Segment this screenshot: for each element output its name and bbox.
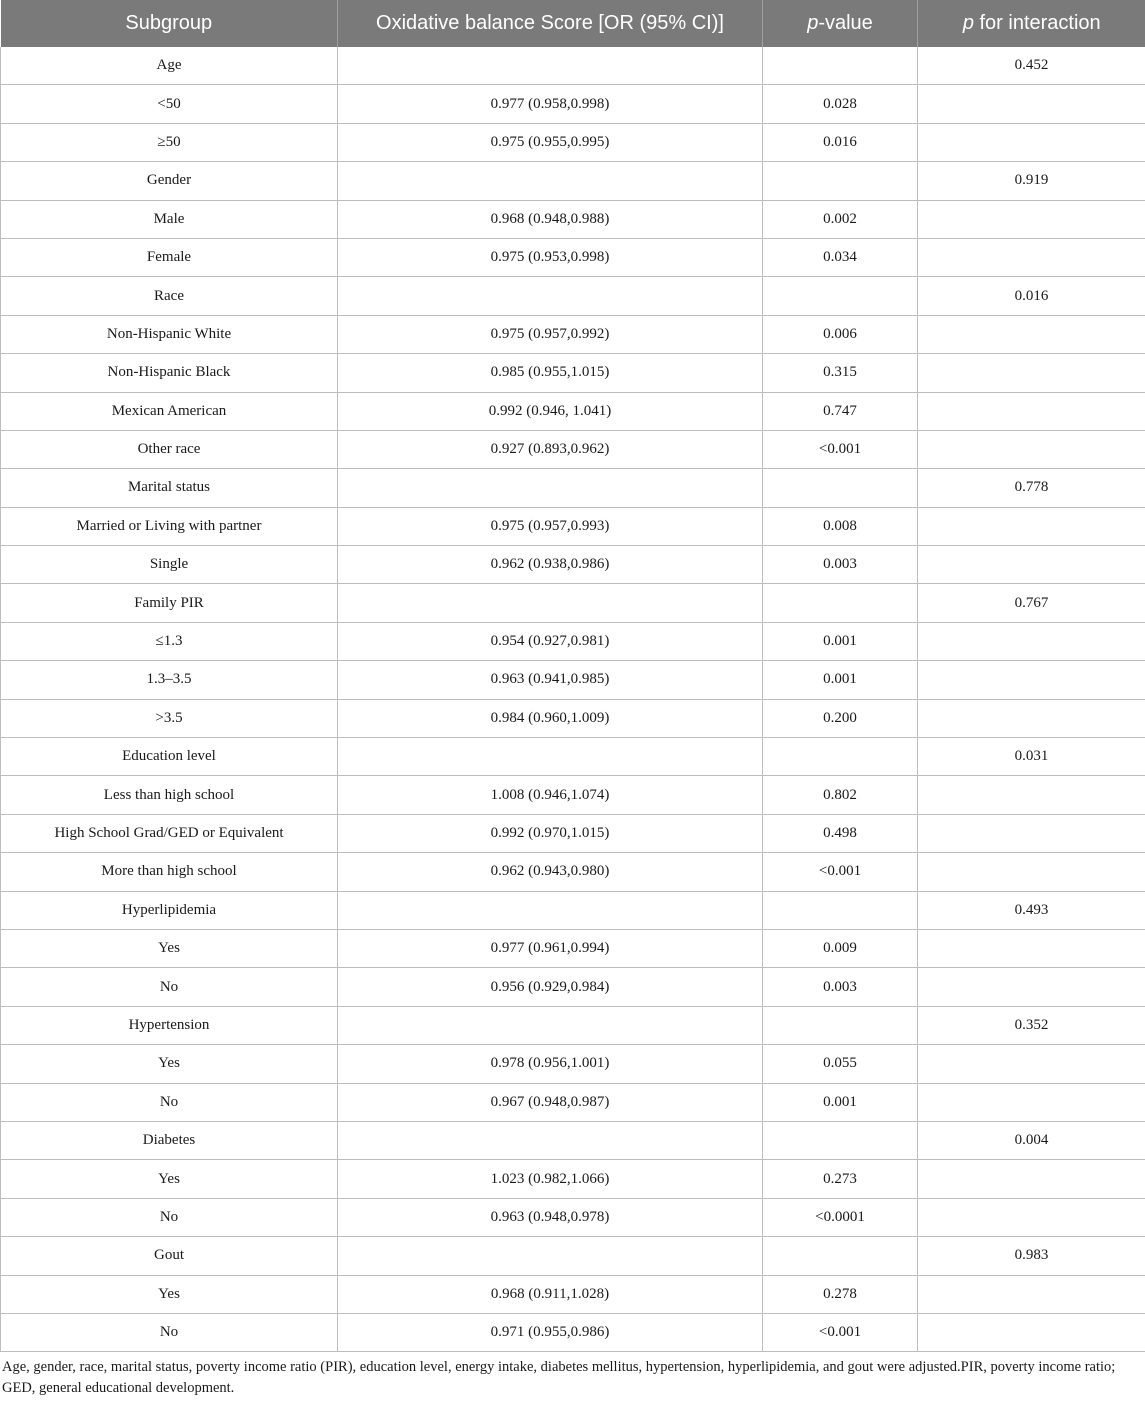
cell-subgroup: Less than high school: [1, 776, 338, 814]
cell-p-value: 0.009: [763, 929, 918, 967]
table-row: [1, 546, 1145, 584]
cell-subgroup: Single: [1, 546, 338, 584]
cell-or-ci: 0.968 (0.948,0.988): [338, 200, 763, 238]
cell-or-ci: [338, 162, 763, 200]
header-p-value-italic: p: [807, 12, 819, 34]
cell-p-interaction: 0.016: [918, 277, 1145, 315]
cell-p-value: [763, 162, 918, 200]
cell-subgroup: Marital status: [1, 469, 338, 507]
cell-or-ci: [338, 1121, 763, 1159]
cell-p-interaction: [918, 123, 1145, 161]
cell-p-value: [763, 1237, 918, 1275]
cell-p-interaction: 0.983: [918, 1237, 1145, 1275]
table-row: [1, 929, 1145, 967]
cell-subgroup: Hyperlipidemia: [1, 891, 338, 929]
cell-or-ci: 0.963 (0.948,0.978): [338, 1198, 763, 1236]
cell-p-interaction: [918, 1045, 1145, 1083]
cell-or-ci: 0.963 (0.941,0.985): [338, 661, 763, 699]
cell-p-interaction: 0.919: [918, 162, 1145, 200]
table-footnote: Age, gender, race, marital status, poverty income ratio (PIR), education level, energy intake, diabetes mellitus, hypertension, hyperlipidemia, and gout were adjusted.PIR, poverty income ratio; GED, general educational development.: [2, 1359, 1116, 1396]
cell-p-value: [763, 1006, 918, 1044]
cell-p-interaction: [918, 315, 1145, 353]
cell-p-interaction: [918, 814, 1145, 852]
cell-or-ci: [338, 277, 763, 315]
cell-p-value: [763, 47, 918, 85]
cell-subgroup: No: [1, 1198, 338, 1236]
cell-p-value: 0.001: [763, 622, 918, 660]
cell-or-ci: [338, 738, 763, 776]
cell-p-interaction: [918, 929, 1145, 967]
table-body: [1, 47, 1145, 1352]
header-p-interaction-rest: for interaction: [973, 12, 1101, 34]
cell-p-value: 0.016: [763, 123, 918, 161]
cell-p-value: 0.001: [763, 661, 918, 699]
cell-p-interaction: 0.493: [918, 891, 1145, 929]
table-row: [1, 47, 1145, 85]
cell-p-value: [763, 738, 918, 776]
table-row: [1, 507, 1145, 545]
cell-or-ci: 0.927 (0.893,0.962): [338, 430, 763, 468]
cell-subgroup: Married or Living with partner: [1, 507, 338, 545]
cell-or-ci: 0.971 (0.955,0.986): [338, 1313, 763, 1351]
cell-p-interaction: 0.452: [918, 47, 1145, 85]
table-header: [1, 0, 1145, 47]
cell-p-interaction: [918, 354, 1145, 392]
cell-p-interaction: 0.031: [918, 738, 1145, 776]
header-p-value: [763, 0, 918, 47]
cell-subgroup: Non-Hispanic Black: [1, 354, 338, 392]
cell-subgroup: Non-Hispanic White: [1, 315, 338, 353]
cell-subgroup: >3.5: [1, 699, 338, 737]
cell-p-interaction: [918, 546, 1145, 584]
table-row: [1, 277, 1145, 315]
cell-p-value: 0.200: [763, 699, 918, 737]
cell-subgroup: Family PIR: [1, 584, 338, 622]
cell-subgroup: Race: [1, 277, 338, 315]
cell-subgroup: Yes: [1, 1160, 338, 1198]
cell-subgroup: Hypertension: [1, 1006, 338, 1044]
cell-or-ci: 0.975 (0.957,0.993): [338, 507, 763, 545]
cell-p-value: [763, 1121, 918, 1159]
table-row: [1, 891, 1145, 929]
cell-subgroup: Diabetes: [1, 1121, 338, 1159]
table-row: [1, 776, 1145, 814]
header-row: [1, 0, 1145, 47]
cell-p-value: 0.003: [763, 968, 918, 1006]
table-row: [1, 699, 1145, 737]
table-row: [1, 1083, 1145, 1121]
cell-or-ci: 0.975 (0.953,0.998): [338, 238, 763, 276]
cell-or-ci: [338, 584, 763, 622]
cell-p-interaction: 0.004: [918, 1121, 1145, 1159]
cell-p-interaction: [918, 1160, 1145, 1198]
cell-p-interaction: [918, 968, 1145, 1006]
cell-subgroup: No: [1, 1083, 338, 1121]
cell-p-interaction: [918, 853, 1145, 891]
cell-subgroup: No: [1, 968, 338, 1006]
cell-or-ci: 1.023 (0.982,1.066): [338, 1160, 763, 1198]
cell-p-interaction: [918, 1275, 1145, 1313]
cell-p-value: <0.001: [763, 430, 918, 468]
cell-p-value: [763, 277, 918, 315]
table-row: [1, 315, 1145, 353]
cell-subgroup: Yes: [1, 1045, 338, 1083]
cell-subgroup: ≥50: [1, 123, 338, 161]
cell-or-ci: 0.962 (0.938,0.986): [338, 546, 763, 584]
cell-subgroup: Education level: [1, 738, 338, 776]
cell-p-interaction: 0.778: [918, 469, 1145, 507]
table-row: [1, 1160, 1145, 1198]
cell-p-interaction: [918, 392, 1145, 430]
table-row: [1, 85, 1145, 123]
cell-or-ci: [338, 469, 763, 507]
table-row: [1, 1237, 1145, 1275]
cell-p-value: [763, 891, 918, 929]
cell-p-interaction: [918, 1083, 1145, 1121]
cell-p-interaction: [918, 661, 1145, 699]
cell-subgroup: Mexican American: [1, 392, 338, 430]
cell-p-value: 0.008: [763, 507, 918, 545]
cell-p-value: 0.003: [763, 546, 918, 584]
table-row: [1, 238, 1145, 276]
cell-p-interaction: [918, 507, 1145, 545]
cell-p-interaction: [918, 85, 1145, 123]
cell-p-interaction: [918, 622, 1145, 660]
cell-p-value: 0.278: [763, 1275, 918, 1313]
table-row: [1, 354, 1145, 392]
cell-or-ci: 0.975 (0.957,0.992): [338, 315, 763, 353]
cell-subgroup: Gout: [1, 1237, 338, 1275]
cell-or-ci: 0.967 (0.948,0.987): [338, 1083, 763, 1121]
cell-subgroup: <50: [1, 85, 338, 123]
cell-subgroup: Yes: [1, 929, 338, 967]
cell-subgroup: No: [1, 1313, 338, 1351]
cell-p-value: 0.315: [763, 354, 918, 392]
cell-p-value: <0.001: [763, 853, 918, 891]
cell-p-interaction: [918, 776, 1145, 814]
cell-or-ci: 0.992 (0.970,1.015): [338, 814, 763, 852]
table-row: [1, 814, 1145, 852]
cell-or-ci: 0.962 (0.943,0.980): [338, 853, 763, 891]
cell-p-value: [763, 469, 918, 507]
table-row: [1, 123, 1145, 161]
cell-p-value: 0.006: [763, 315, 918, 353]
cell-subgroup: More than high school: [1, 853, 338, 891]
cell-or-ci: 0.968 (0.911,1.028): [338, 1275, 763, 1313]
cell-or-ci: [338, 1237, 763, 1275]
cell-or-ci: [338, 891, 763, 929]
cell-or-ci: 1.008 (0.946,1.074): [338, 776, 763, 814]
table-row: [1, 392, 1145, 430]
cell-p-value: 0.273: [763, 1160, 918, 1198]
table-row: [1, 469, 1145, 507]
cell-p-value: 0.747: [763, 392, 918, 430]
cell-p-interaction: [918, 238, 1145, 276]
cell-p-value: 0.034: [763, 238, 918, 276]
cell-subgroup: Female: [1, 238, 338, 276]
cell-p-value: 0.802: [763, 776, 918, 814]
table-row: [1, 622, 1145, 660]
cell-subgroup: ≤1.3: [1, 622, 338, 660]
cell-p-interaction: [918, 200, 1145, 238]
cell-p-interaction: 0.767: [918, 584, 1145, 622]
cell-p-value: 0.002: [763, 200, 918, 238]
table-row: [1, 584, 1145, 622]
cell-p-interaction: [918, 430, 1145, 468]
table-row: [1, 1121, 1145, 1159]
cell-p-value: 0.055: [763, 1045, 918, 1083]
header-p-for-interaction: [918, 0, 1145, 47]
table-row: [1, 200, 1145, 238]
cell-subgroup: High School Grad/GED or Equivalent: [1, 814, 338, 852]
cell-subgroup: Gender: [1, 162, 338, 200]
cell-p-interaction: 0.352: [918, 1006, 1145, 1044]
table-row: [1, 430, 1145, 468]
cell-p-value: 0.498: [763, 814, 918, 852]
cell-p-interaction: [918, 1198, 1145, 1236]
cell-or-ci: 0.992 (0.946, 1.041): [338, 392, 763, 430]
cell-subgroup: Age: [1, 47, 338, 85]
header-subgroup: Subgroup: [1, 0, 338, 47]
table-row: [1, 968, 1145, 1006]
cell-subgroup: Male: [1, 200, 338, 238]
cell-p-value: 0.001: [763, 1083, 918, 1121]
cell-or-ci: 0.984 (0.960,1.009): [338, 699, 763, 737]
table-row: [1, 661, 1145, 699]
cell-or-ci: 0.956 (0.929,0.984): [338, 968, 763, 1006]
table-row: [1, 1275, 1145, 1313]
cell-p-value: <0.0001: [763, 1198, 918, 1236]
cell-subgroup: Yes: [1, 1275, 338, 1313]
cell-or-ci: 0.985 (0.955,1.015): [338, 354, 763, 392]
table-row: [1, 1313, 1145, 1351]
header-p-interaction-italic: p: [962, 12, 974, 34]
cell-or-ci: 0.977 (0.961,0.994): [338, 929, 763, 967]
cell-p-interaction: [918, 1313, 1145, 1351]
table-row: [1, 738, 1145, 776]
cell-p-value: <0.001: [763, 1313, 918, 1351]
table-row: [1, 162, 1145, 200]
table-row: [1, 853, 1145, 891]
cell-p-interaction: [918, 699, 1145, 737]
cell-subgroup: 1.3–3.5: [1, 661, 338, 699]
cell-or-ci: 0.954 (0.927,0.981): [338, 622, 763, 660]
cell-or-ci: 0.977 (0.958,0.998): [338, 85, 763, 123]
cell-or-ci: 0.978 (0.956,1.001): [338, 1045, 763, 1083]
table-row: [1, 1006, 1145, 1044]
header-p-value-rest: -value: [818, 12, 873, 34]
cell-p-value: 0.028: [763, 85, 918, 123]
header-oxidative-balance-score: Oxidative balance Score [OR (95% CI)]: [338, 0, 763, 47]
cell-subgroup: Other race: [1, 430, 338, 468]
cell-p-value: [763, 584, 918, 622]
cell-or-ci: 0.975 (0.955,0.995): [338, 123, 763, 161]
cell-or-ci: [338, 1006, 763, 1044]
table-row: [1, 1045, 1145, 1083]
table-row: [1, 1198, 1145, 1236]
cell-or-ci: [338, 47, 763, 85]
